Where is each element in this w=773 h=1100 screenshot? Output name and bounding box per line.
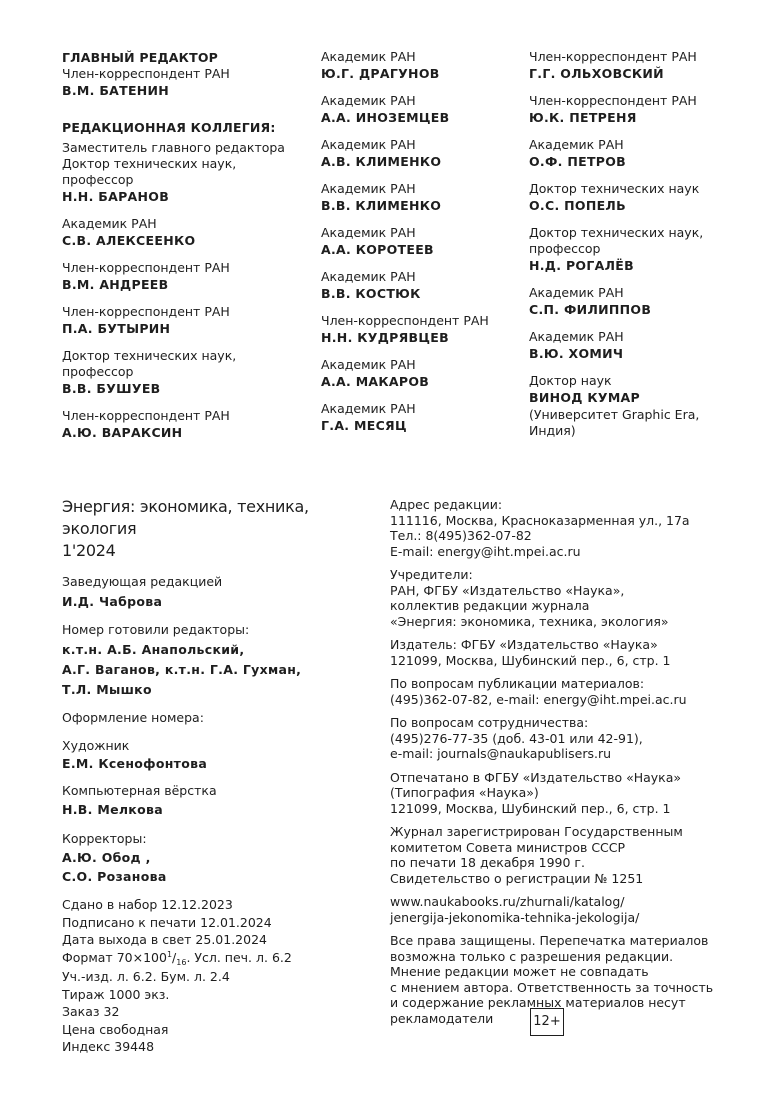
journal-title: Энергия: экономика, техника, экология [62,497,309,538]
member-role: Член-корреспондент РАН [529,93,697,108]
member-role: Академик РАН [321,357,416,372]
publisher: Издатель: ФГБУ «Издательство «Наука» 121099, Москва, Шубинский пер., 6, стр. 1 [390,637,671,668]
member-role: Академик РАН [321,269,416,284]
member-name: Г.А. МЕСЯЦ [321,418,407,433]
board-column-1 [62,49,302,442]
board-member [321,357,521,391]
member-role: Академик РАН [321,225,416,240]
member-role: Академик РАН [321,49,416,64]
chief-editor-heading: ГЛАВНЫЙ РЕДАКТОР [62,50,219,65]
layout-label: Компьютерная вёрстка [62,783,217,798]
board-member [529,373,744,439]
typeset-date: Сдано в набор 12.12.2023 [62,897,233,912]
board-member [529,49,744,83]
member-role: Доктор технических наук, профессор [62,348,237,379]
chief-editor-role: Член-корреспондент РАН [62,66,230,81]
founders: Учредители: РАН, ФГБУ «Издательство «Наука», коллектив редакции журнала «Энергия: экономика, техника, экология» [390,567,669,629]
member-role: Доктор наук [529,373,612,388]
journal-url: www.naukabooks.ru/zhurnali/katalog/ jenergija-jekonomika-tehnika-jekologija/ [390,894,640,925]
member-affiliation: (Университет Graphic Era, Индия) [529,407,700,438]
member-name: С.П. ФИЛИППОВ [529,302,652,317]
board-member [62,304,302,338]
member-role: Академик РАН [321,93,416,108]
index-line: Индекс 39448 [62,1039,155,1054]
format-line [62,949,362,969]
board-member [62,260,302,294]
format-sup: 1 [166,949,173,959]
member-name: А.А. ИНОЗЕМЦЕВ [321,110,450,125]
board-member [529,137,744,171]
artist-name: Е.М. Ксенофонтова [62,756,208,771]
member-role: Член-корреспондент РАН [321,313,489,328]
member-name: Н.Н. БАРАНОВ [62,189,170,204]
board-member [321,181,521,215]
member-role: Доктор технических наук, профессор [529,225,704,256]
editorial-address: Адрес редакции: 111116, Москва, Красноказарменная ул., 17а Тел.: 8(495)362-07-82 E-mail: energy@iht.mpei.ac.ru [390,497,690,559]
member-name: Н.Д. РОГАЛЁВ [529,258,634,273]
editors-names: к.т.н. А.Б. Анапольский, А.Г. Ваганов, к.т.н. Г.А. Гухман, Т.Л. Мышко [62,642,302,697]
signed-date: Подписано к печати 12.01.2024 [62,914,272,930]
format-sub: 16 [176,957,187,967]
member-role: Доктор технических наук [529,181,700,196]
issue-number: 1'2024 [62,541,116,560]
format-slash: / [172,949,177,965]
head-label: Заведующая редакцией [62,574,223,589]
member-role: Академик РАН [62,216,157,231]
member-role: Академик РАН [529,137,624,152]
price-line: Цена свободная [62,1021,169,1037]
member-name: В.В. БУШУЕВ [62,381,161,396]
registration: Журнал зарегистрирован Государственным комитетом Совета министров СССР по печати 18 декабря 1990 г. Свидетельство о регистрации № 1251 [390,824,683,886]
member-role: Академик РАН [529,329,624,344]
artist-label: Художник [62,737,130,753]
board-list-3 [529,49,744,439]
board-member [321,313,521,347]
head-name: И.Д. Чаброва [62,593,163,609]
imprint-right [390,497,750,1026]
member-name: А.А. КОРОТЕЕВ [321,242,434,257]
design-label: Оформление номера: [62,710,204,725]
member-role: Академик РАН [321,181,416,196]
board-heading: РЕДАКЦИОННАЯ КОЛЛЕГИЯ: [62,120,276,135]
member-role: Член-корреспондент РАН [62,304,230,319]
board-member [321,49,521,83]
member-name: В.Ю. ХОМИЧ [529,346,624,361]
member-name: Г.Г. ОЛЬХОВСКИЙ [529,66,664,81]
board-member [62,216,302,250]
member-name: А.А. МАКАРОВ [321,374,430,389]
member-name: П.А. БУТЫРИН [62,321,171,336]
editors-label: Номер готовили редакторы: [62,621,250,637]
member-role: Член-корреспондент РАН [62,260,230,275]
format-prefix: Формат 70×100 [62,949,167,965]
member-role: Академик РАН [321,137,416,152]
board-column-2 [321,49,521,435]
member-role: Член-корреспондент РАН [529,49,697,64]
board-member [62,140,302,206]
board-list-2 [321,49,521,435]
release-date: Дата выхода в свет 25.01.2024 [62,932,267,947]
board-member [321,137,521,171]
publication-contacts: По вопросам публикации материалов: (495)362-07-82, e-mail: energy@iht.mpei.ac.ru [390,676,687,707]
printed-by: Отпечатано в ФГБУ «Издательство «Наука» (Типография «Наука») 121099, Москва, Шубинский пер., 6, стр. 1 [390,769,682,816]
member-name: ВИНОД КУМАР [529,390,640,405]
member-name: В.В. КОСТЮК [321,286,421,301]
member-name: В.В. КЛИМЕНКО [321,198,442,213]
member-name: А.Ю. ВАРАКСИН [62,425,183,440]
member-name: Ю.Г. ДРАГУНОВ [321,66,440,81]
format-suffix: . Усл. печ. л. 6.2 [186,949,292,965]
sheets-line: Уч.-изд. л. 6.2. Бум. л. 2.4 [62,969,230,984]
member-role: Член-корреспондент РАН [62,408,230,423]
member-role: Заместитель главного редактора Доктор технических наук, профессор [62,140,285,187]
board-column-3 [529,49,744,439]
layout-name: Н.В. Мелкова [62,801,163,817]
board-member [62,348,302,398]
imprint-left [62,496,362,1056]
member-name: Ю.К. ПЕТРЕНЯ [529,110,637,125]
board-member [321,225,521,259]
chief-editor-name: В.М. БАТЕНИН [62,83,170,98]
age-rating-badge: 12+ [530,1008,564,1036]
print-details [62,896,362,1056]
member-name: В.М. АНДРЕЕВ [62,277,169,292]
proofreaders-label: Корректоры: [62,830,147,846]
print-run: Тираж 1000 экз. [62,986,170,1002]
rights-notice: Все права защищены. Перепечатка материалов возможна только с разрешения редакции. Мнение редакции может не совпадать с мнением автора. Ответственность за точность и содержание рекламных материалов несут рекламодатели [390,933,714,1026]
board-member [321,93,521,127]
member-name: С.В. АЛЕКСЕЕНКО [62,233,196,248]
board-list-1 [62,140,302,442]
order-number: Заказ 32 [62,1004,120,1019]
board-member [529,93,744,127]
member-role: Академик РАН [529,285,624,300]
proofreaders-names: А.Ю. Обод , С.О. Розанова [62,850,167,884]
board-member [62,408,302,442]
board-member [529,181,744,215]
board-member [321,401,521,435]
cooperation-contacts: По вопросам сотрудничества: (495)276-77-35 (доб. 43-01 или 42-91), e-mail: journals@naukapublisers.ru [390,715,643,761]
member-name: О.Ф. ПЕТРОВ [529,154,627,169]
board-member [529,225,744,275]
member-role: Академик РАН [321,401,416,416]
board-member [529,285,744,319]
member-name: Н.Н. КУДРЯВЦЕВ [321,330,449,345]
board-member [321,269,521,303]
board-member [529,329,744,363]
member-name: О.С. ПОПЕЛЬ [529,198,626,213]
member-name: А.В. КЛИМЕНКО [321,154,442,169]
